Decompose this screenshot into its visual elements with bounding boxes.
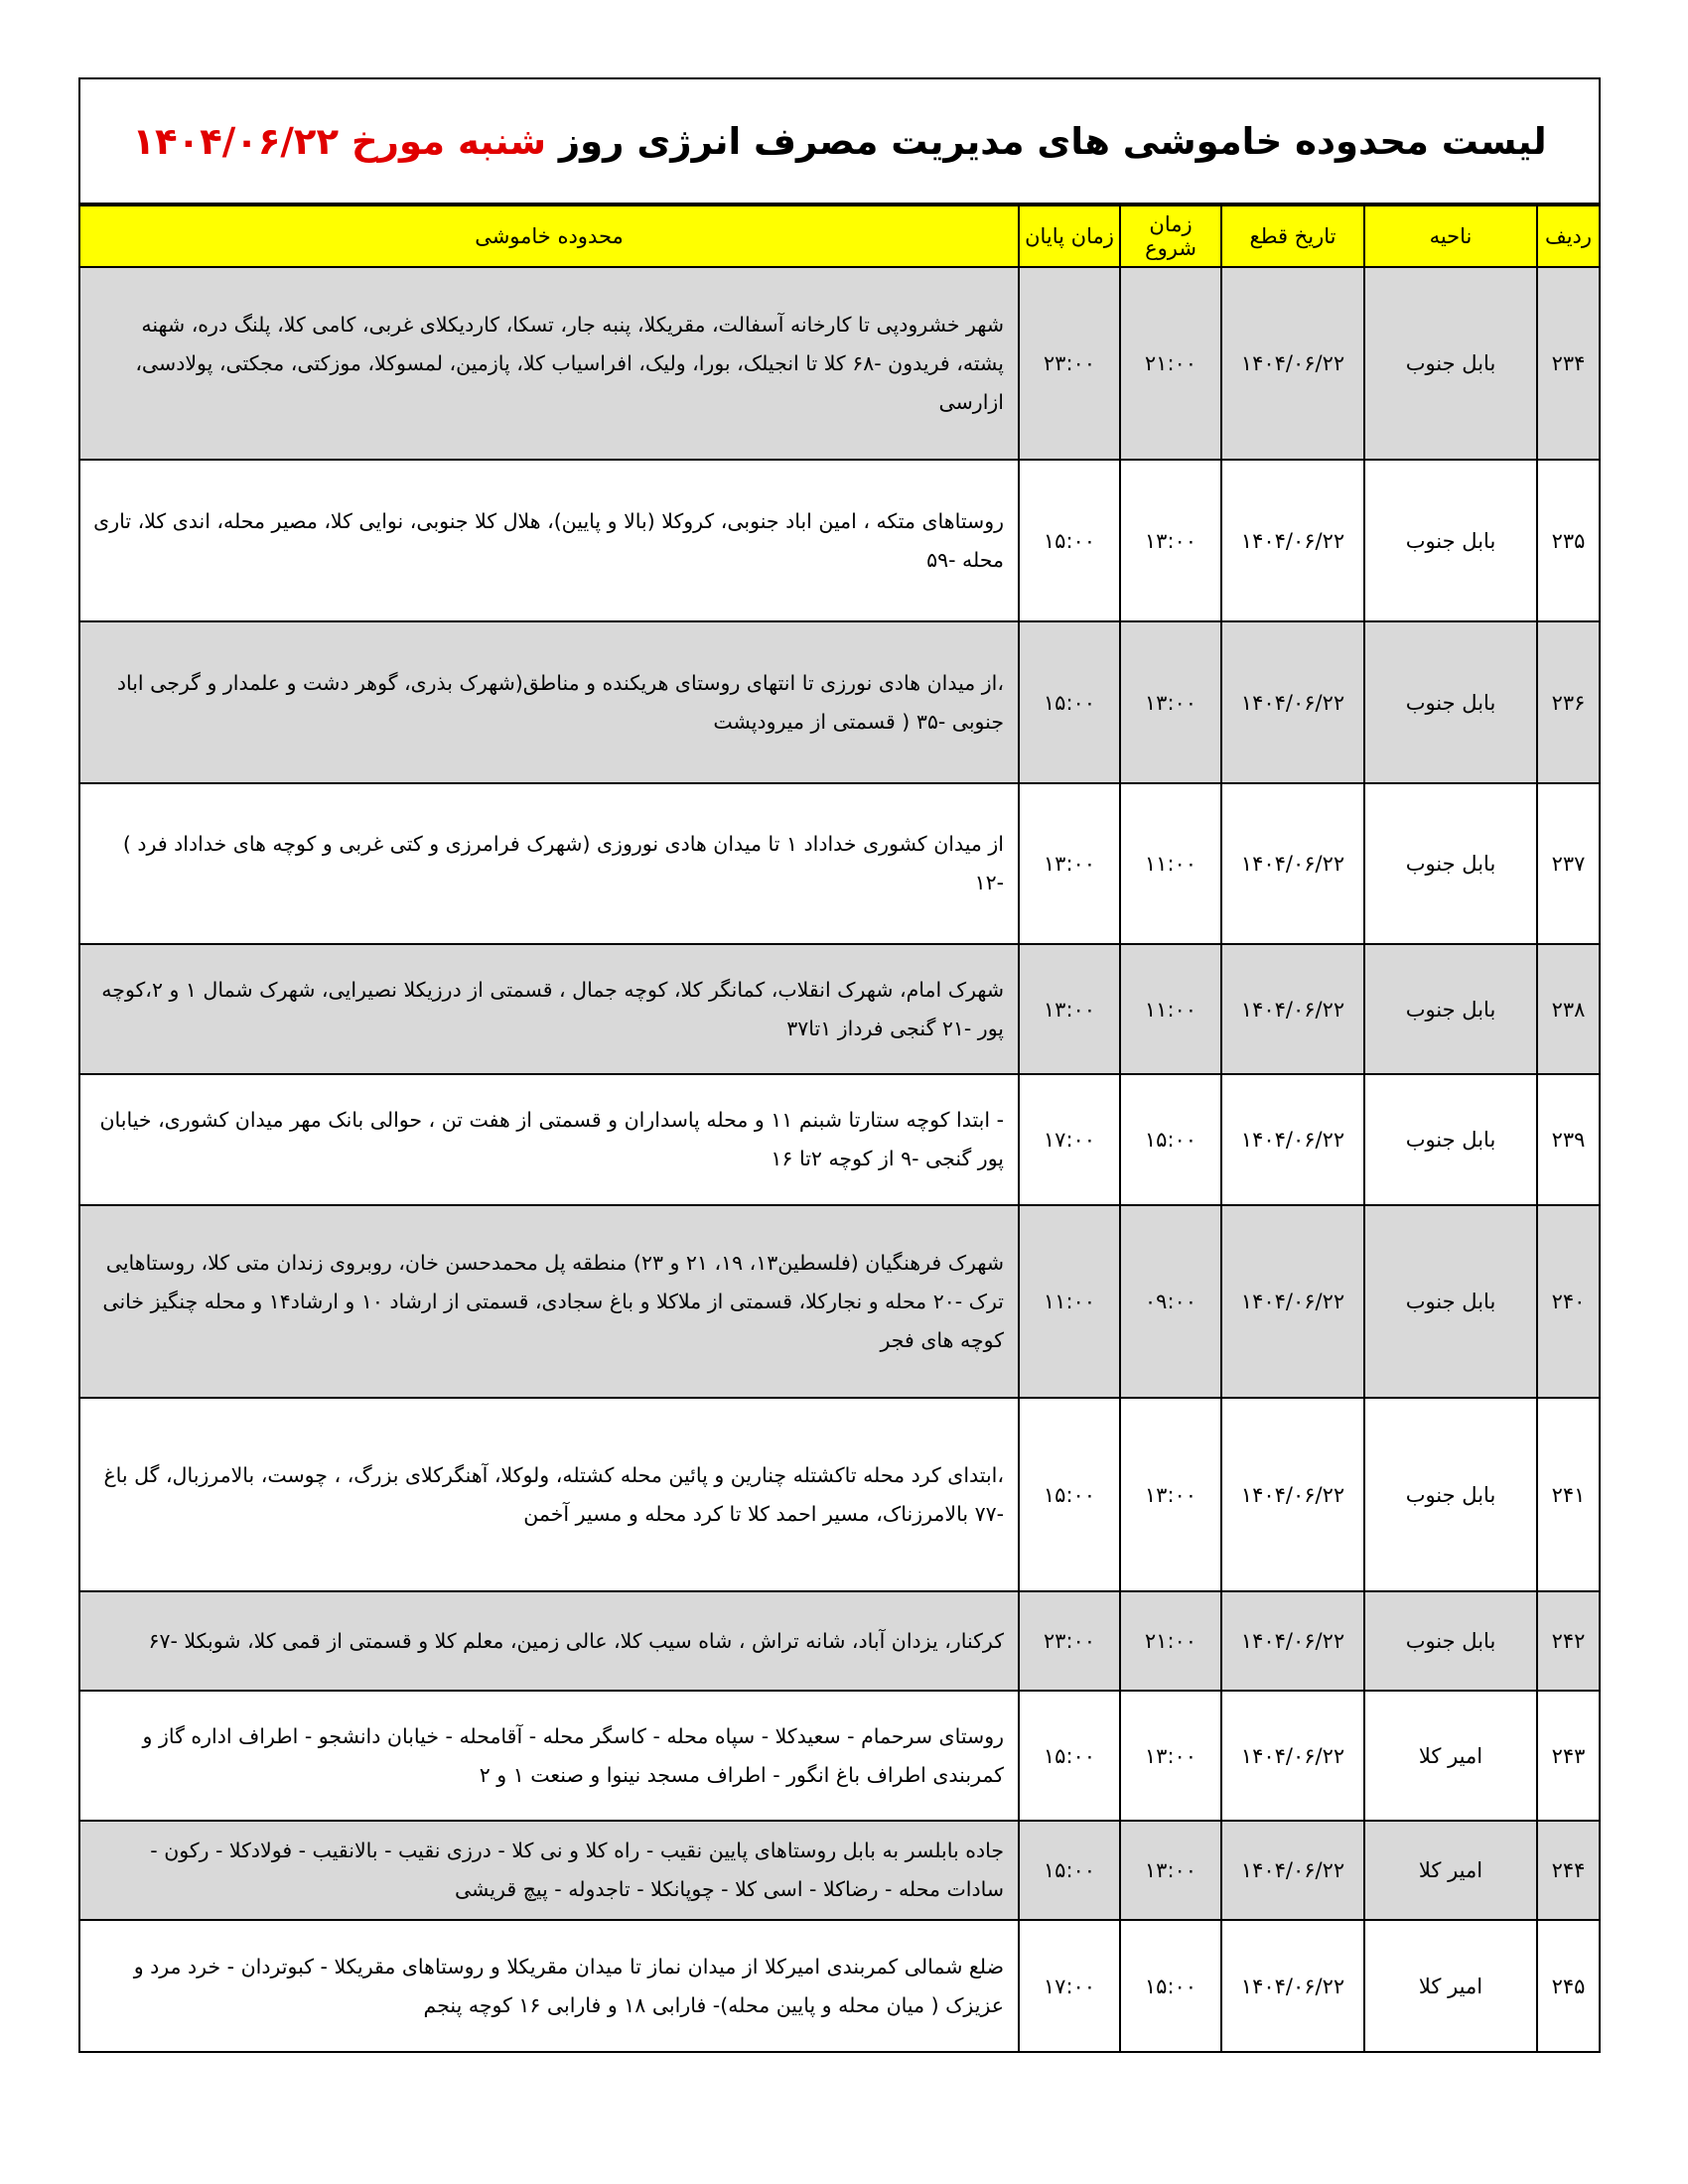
cell-start-time: ۱۳:۰۰ [1120, 1821, 1221, 1920]
cell-district: بابل جنوب [1364, 944, 1537, 1074]
cell-start-time: ۱۳:۰۰ [1120, 621, 1221, 783]
table-row [80, 944, 1599, 1074]
cell-row-number: ۲۳۷ [1537, 783, 1599, 944]
page-title [132, 120, 1546, 163]
header-date: تاریخ قطع [1221, 205, 1364, 267]
cell-row-number: ۲۳۶ [1537, 621, 1599, 783]
cell-date: ۱۴۰۴/۰۶/۲۲ [1221, 267, 1364, 460]
header-row-number: ردیف [1537, 205, 1599, 267]
cell-date: ۱۴۰۴/۰۶/۲۲ [1221, 1821, 1364, 1920]
cell-area: از میدان کشوری خداداد ۱ تا میدان هادی نوروزی (شهرک فرامرزی و کتی غربی و کوچه های خداداد فرد ) -۱۲ [80, 783, 1019, 944]
cell-end-time: ۱۷:۰۰ [1019, 1074, 1120, 1205]
cell-area: شهرک فرهنگیان (فلسطین۱۳، ۱۹، ۲۱ و ۲۳) منطقه پل محمدحسن خان، روبروی زندان متی کلا، روستاهایی ترک -۲۰ محله و نجارکلا، قسمتی از ملاکلا و باغ سجادی، قسمتی از ارشاد ۱۰ و ارشاد۱۴ و محله چنگیز خانی کوچه های فجر [80, 1205, 1019, 1398]
cell-area: - ابتدا کوچه ستارتا شبنم ۱۱ و محله پاسداران و قسمتی از هفت تن ، حوالی بانک مهر میدان کشوری، خیابان پور گنجی -۹ از کوچه ۲تا ۱۶ [80, 1074, 1019, 1205]
cell-date: ۱۴۰۴/۰۶/۲۲ [1221, 944, 1364, 1074]
cell-date: ۱۴۰۴/۰۶/۲۲ [1221, 621, 1364, 783]
cell-start-time: ۱۳:۰۰ [1120, 1398, 1221, 1591]
cell-row-number: ۲۳۴ [1537, 267, 1599, 460]
cell-area: جاده بابلسر به بابل روستاهای پایین نقیب - راه کلا و نی کلا - درزی نقیب - بالانقیب - فولادکلا - رکون - سادات محله - رضاکلا - اسی کلا - چوپانکلا - تاجدوله - پیچ قریشی [80, 1821, 1019, 1920]
cell-date: ۱۴۰۴/۰۶/۲۲ [1221, 1920, 1364, 2052]
cell-area: شهر خشرودپی تا کارخانه آسفالت، مقریکلا، پنبه جار، تسکا، کاردیکلای غربی، کامی کلا، پلنگ دره، شهنه پشته، فریدون -۶۸ کلا تا انجیلک، بورا، ولیک، افراسیاب کلا، پازمین، لمسوکلا، موزکتی، مجکتی، پولادسی، ازارسی [80, 267, 1019, 460]
cell-end-time: ۱۵:۰۰ [1019, 1821, 1120, 1920]
cell-area: روستاهای متکه ، امین اباد جنوبی، کروکلا (بالا و پایین)، هلال کلا جنوبی، نوایی کلا، مصیر محله، اندی کلا، تاری محله -۵۹ [80, 460, 1019, 621]
cell-date: ۱۴۰۴/۰۶/۲۲ [1221, 460, 1364, 621]
cell-district: امیر کلا [1364, 1821, 1537, 1920]
cell-date: ۱۴۰۴/۰۶/۲۲ [1221, 1398, 1364, 1591]
cell-district: امیر کلا [1364, 1920, 1537, 2052]
cell-row-number: ۲۳۹ [1537, 1074, 1599, 1205]
cell-row-number: ۲۴۱ [1537, 1398, 1599, 1591]
cell-district: بابل جنوب [1364, 267, 1537, 460]
cell-start-time: ۱۳:۰۰ [1120, 460, 1221, 621]
cell-date: ۱۴۰۴/۰۶/۲۲ [1221, 1591, 1364, 1691]
cell-end-time: ۱۵:۰۰ [1019, 1398, 1120, 1591]
cell-end-time: ۱۳:۰۰ [1019, 944, 1120, 1074]
cell-row-number: ۲۴۴ [1537, 1821, 1599, 1920]
table-row [80, 783, 1599, 944]
table-row [80, 1074, 1599, 1205]
cell-end-time: ۱۵:۰۰ [1019, 621, 1120, 783]
cell-start-time: ۲۱:۰۰ [1120, 267, 1221, 460]
header-end-time: زمان پایان [1019, 205, 1120, 267]
cell-district: بابل جنوب [1364, 460, 1537, 621]
cell-area: کرکنار، یزدان آباد، شانه تراش ، شاه سیب کلا، عالی زمین، معلم کلا و قسمتی از قمی کلا، شوبکلا -۶۷ [80, 1591, 1019, 1691]
table-row [80, 267, 1599, 460]
cell-end-time: ۱۷:۰۰ [1019, 1920, 1120, 2052]
document-frame [78, 77, 1601, 2053]
table-row [80, 1398, 1599, 1591]
cell-start-time: ۱۵:۰۰ [1120, 1920, 1221, 2052]
cell-start-time: ۱۵:۰۰ [1120, 1074, 1221, 1205]
title-date: ۱۴۰۴/۰۶/۲۲ [132, 119, 340, 163]
cell-row-number: ۲۴۵ [1537, 1920, 1599, 2052]
cell-start-time: ۰۹:۰۰ [1120, 1205, 1221, 1398]
table-row [80, 460, 1599, 621]
cell-district: بابل جنوب [1364, 1074, 1537, 1205]
cell-row-number: ۲۴۰ [1537, 1205, 1599, 1398]
table-row [80, 1920, 1599, 2052]
cell-district: بابل جنوب [1364, 1398, 1537, 1591]
cell-date: ۱۴۰۴/۰۶/۲۲ [1221, 1691, 1364, 1821]
cell-start-time: ۱۱:۰۰ [1120, 783, 1221, 944]
cell-end-time: ۱۵:۰۰ [1019, 460, 1120, 621]
cell-district: امیر کلا [1364, 1691, 1537, 1821]
cell-end-time: ۱۱:۰۰ [1019, 1205, 1120, 1398]
cell-row-number: ۲۳۵ [1537, 460, 1599, 621]
cell-district: بابل جنوب [1364, 783, 1537, 944]
header-district: ناحیه [1364, 205, 1537, 267]
table-row [80, 1691, 1599, 1821]
cell-start-time: ۲۱:۰۰ [1120, 1591, 1221, 1691]
cell-area: ،از میدان هادی نورزی تا انتهای روستای هریکنده و مناطق(شهرک بذری، گوهر دشت و علمدار و گرجی اباد جنوبی -۳۵ ( قسمتی از میرودپشت [80, 621, 1019, 783]
cell-area: شهرک امام، شهرک انقلاب، کمانگر کلا، کوچه جمال ، قسمتی از درزیکلا نصیرایی، شهرک شمال ۱ و ۲،کوچه پور -۲۱ گنجی فرداز ۱تا۳۷ [80, 944, 1019, 1074]
table-row [80, 621, 1599, 783]
cell-start-time: ۱۱:۰۰ [1120, 944, 1221, 1074]
header-area: محدوده خاموشی [80, 205, 1019, 267]
cell-area: ضلع شمالی کمربندی امیرکلا از میدان نماز تا میدان مقریکلا و روستاهای مقریکلا - کبوتردان - خرد مرد و عزیزک ( میان محله و پایین محله)- فارابی ۱۸ و فارابی ۱۶ کوچه پنجم [80, 1920, 1019, 2052]
header-start-time: زمان شروع [1120, 205, 1221, 267]
cell-row-number: ۲۳۸ [1537, 944, 1599, 1074]
cell-row-number: ۲۴۳ [1537, 1691, 1599, 1821]
table-row [80, 1821, 1599, 1920]
cell-end-time: ۱۳:۰۰ [1019, 783, 1120, 944]
title-row [80, 79, 1599, 205]
cell-end-time: ۲۳:۰۰ [1019, 267, 1120, 460]
cell-end-time: ۲۳:۰۰ [1019, 1591, 1120, 1691]
table-row [80, 1591, 1599, 1691]
cell-date: ۱۴۰۴/۰۶/۲۲ [1221, 1205, 1364, 1398]
cell-district: بابل جنوب [1364, 1591, 1537, 1691]
cell-row-number: ۲۴۲ [1537, 1591, 1599, 1691]
cell-district: بابل جنوب [1364, 621, 1537, 783]
outage-table [80, 205, 1599, 2052]
title-day: شنبه مورخ [352, 119, 546, 163]
cell-area: ،ابتدای کرد محله تاکشتله چنارین و پائین محله کشتله، ولوکلا، آهنگرکلای بزرگ، ، چوست، بالامرزبال، گل باغ -۷۷ بالامرزناک، مسیر احمد کلا تا کرد محله و مسیر آخمن [80, 1398, 1019, 1591]
table-row [80, 1205, 1599, 1398]
table-header-row [80, 205, 1599, 267]
cell-end-time: ۱۵:۰۰ [1019, 1691, 1120, 1821]
cell-date: ۱۴۰۴/۰۶/۲۲ [1221, 1074, 1364, 1205]
cell-area: روستای سرحمام - سعیدکلا - سپاه محله - کاسگر محله - آقامحله - خیابان دانشجو - اطراف اداره گاز و کمربندی اطراف باغ انگور - اطراف مسجد نینوا و صنعت ۱ و ۲ [80, 1691, 1019, 1821]
cell-date: ۱۴۰۴/۰۶/۲۲ [1221, 783, 1364, 944]
cell-start-time: ۱۳:۰۰ [1120, 1691, 1221, 1821]
title-text: لیست محدوده خاموشی های مدیریت مصرف انرژی روز [558, 119, 1547, 163]
cell-district: بابل جنوب [1364, 1205, 1537, 1398]
